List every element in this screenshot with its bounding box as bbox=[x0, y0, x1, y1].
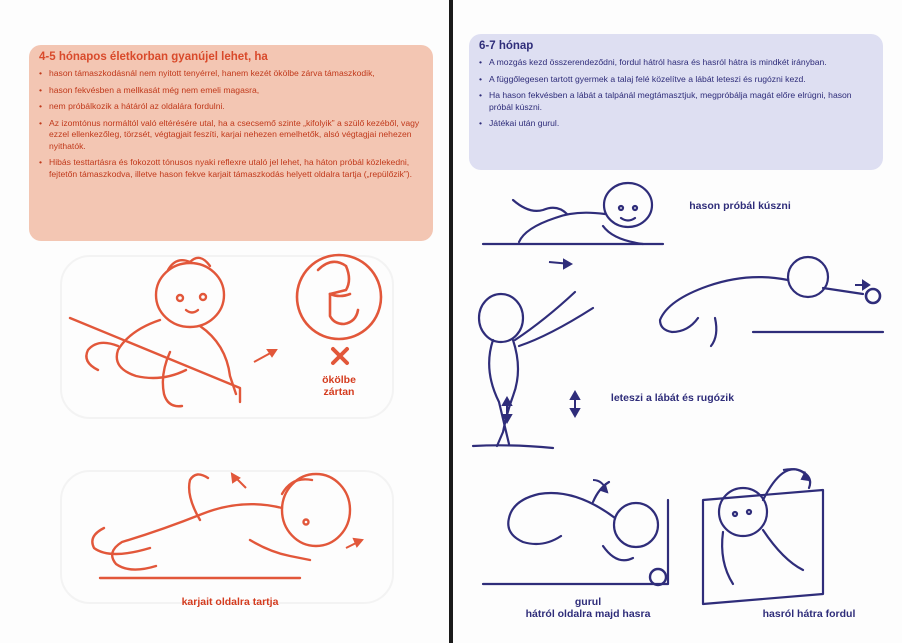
milestone-item: • A mozgás kezd összerendeződni, fordul hátról hasra és hasról hátra is mindkét irányban. bbox=[479, 57, 873, 69]
warning-sign-item: • hason támaszkodásnál nem nyitott tenyérrel, hanem kezét ökölbe zárva támaszkodik, bbox=[39, 68, 423, 80]
warning-sign-item: • hason fekvésben a mellkasát még nem emeli magasra, bbox=[39, 85, 423, 97]
warning-sign-item: • Az izomtónus normáltól való eltérésére utal, ha a csecsemő szinte „kifolyik” a szülő kezéből, vagy ezzel ellenkezőleg, törzsét, végtagjait feszíti, karjai nehezen emelhetők, alsó végtagjai nehezen nyithatók. bbox=[39, 118, 423, 153]
roll-label-line1: gurul bbox=[574, 596, 602, 608]
milestone-item: • Játékai után gurul. bbox=[479, 118, 873, 130]
milestone-item: • A függőlegesen tartott gyermek a talaj felé közelítve a lábát leteszi és rugózni kezd. bbox=[479, 74, 873, 86]
baby-prone-fist-illustration bbox=[0, 0, 449, 643]
warning-sign-item: • nem próbálkozik a hátáról az oldalára fordulni. bbox=[39, 101, 423, 113]
turn-label: hasról hátra fordul bbox=[762, 608, 856, 620]
fist-closed-label bbox=[300, 374, 378, 398]
right-page bbox=[453, 0, 902, 643]
arms-to-side-label: karjait oldalra tartja bbox=[181, 596, 279, 608]
milestone-item: • Ha hason fekvésben a lábát a talpánál megtámasztjuk, megpróbálja magát előre elrúgni, hason próbál kúszni. bbox=[479, 90, 873, 113]
warning-signs-title: 4-5 hónapos életkorban gyanújel lehet, ha bbox=[39, 51, 268, 63]
fist-label-line1: ökölbe bbox=[322, 374, 356, 386]
roll-label bbox=[493, 596, 683, 620]
baby-development-illustrations bbox=[453, 0, 902, 643]
crawl-label: hason próbál kúszni bbox=[689, 200, 791, 212]
warning-sign-item: • Hibás testtartásra és fokozott tónusos nyaki reflexre utaló jel lehet, ha háton próbál közlekedni, fejtetőn támaszkodva, illetve hason fekve karjait támaszkodás helyett oldalra tartja („repülőzik”). bbox=[39, 157, 423, 180]
bounce-label: leteszi a lábát és rugózik bbox=[610, 392, 735, 404]
fist-label-line2: zártan bbox=[323, 386, 355, 398]
roll-label-line2: hátról oldalra majd hasra bbox=[525, 608, 651, 620]
milestones-title: 6-7 hónap bbox=[479, 40, 534, 52]
left-page bbox=[0, 0, 449, 643]
